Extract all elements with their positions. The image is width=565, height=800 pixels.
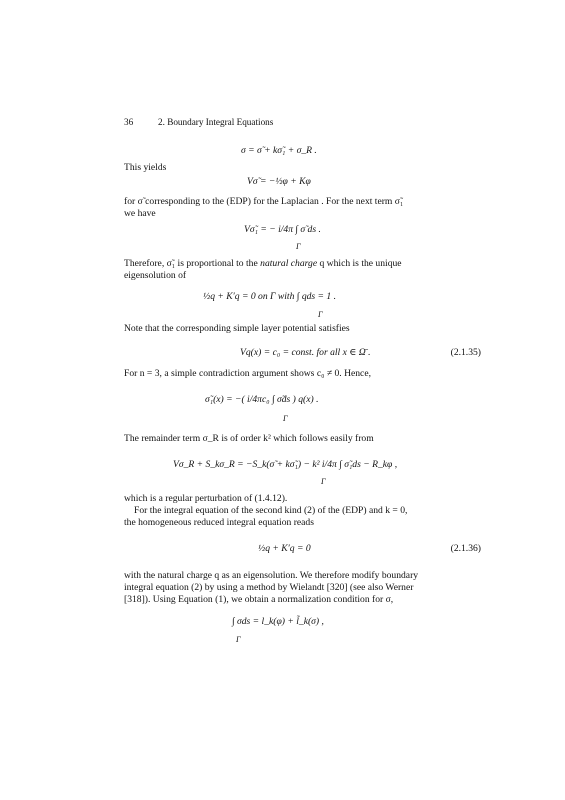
gamma-subscript-3: Γ [283,414,288,423]
paragraph-therefore-line1: Therefore, σ̃₁ is proportional to the natural charge q which is the unique [124,258,402,269]
equation-sigma1-x: σ̃₁(x) = −( i/4πc₀ ∫ σ̃ds ) q(x) . [205,394,319,405]
gamma-subscript-2: Γ [318,310,323,319]
paragraph-regular-perturbation: which is a regular perturbation of (1.4.12). [124,493,288,504]
paragraph-with-line1: with the natural charge q as an eigensolution. We therefore modify boundary [124,570,419,581]
paragraph-integral-line1: For the integral equation of the second kind (2) of the (EDP) and k = 0, [134,505,408,516]
equation-sigma-split: σ = σ̃ + kσ̃₁ + σ_R . [241,145,317,156]
equation-remainder: Vσ_R + S_kσ_R = −S_k(σ̃ + kσ̃₁) − k² i/4π ∫ σ̃₁ds − R_kφ , [173,459,398,470]
equation-2-1-36: ½q + K′q = 0 [258,543,311,554]
equation-normalization: ∫ σds = l_k(φ) + l̃_k(σ) , [232,616,324,627]
paragraph-with-line2: integral equation (2) by using a method by Wielandt [320] (see also Werner [124,582,414,593]
equation-v-sigma-tilde: Vσ̃ = −½φ + Kφ [247,176,311,187]
running-title: 2. Boundary Integral Equations [158,117,274,127]
paragraph-for-sigma-line2: we have [124,208,156,219]
equation-2-1-35: Vq(x) = c₀ = const. for all x ∈ Ω̄ . [240,347,371,358]
paragraph-remainder: The remainder term σ_R is of order k² which follows easily from [124,433,374,444]
natural-charge-term: natural charge [260,258,318,269]
paragraph-note: Note that the corresponding simple layer potential satisfies [124,323,350,334]
gamma-subscript-4: Γ [321,477,326,486]
equation-number-2-1-36: (2.1.36) [450,543,481,554]
paragraph-integral-line2: the homogeneous reduced integral equation reads [124,517,314,528]
equation-eigensolution: ½q + K′q = 0 on Γ with ∫ qds = 1 . [203,291,337,302]
page-number: 36 [124,117,134,127]
gamma-subscript-1: Γ [296,242,301,251]
equation-number-2-1-35: (2.1.35) [450,347,481,358]
paragraph-for-n3: For n = 3, a simple contradiction argument shows c₀ ≠ 0. Hence, [124,368,371,379]
gamma-subscript-5: Γ [236,635,241,644]
paragraph-this-yields: This yields [124,162,167,173]
paragraph-for-sigma-line1: for σ̃ corresponding to the (EDP) for the Laplacian . For the next term σ̃₁ [124,196,404,207]
equation-v-sigma1: Vσ̃₁ = − i/4π ∫ σ̃ ds . [244,224,321,235]
paragraph-with-line3: [318]). Using Equation (1), we obtain a normalization condition for σ, [124,594,394,605]
paragraph-therefore-line2: eigensolution of [124,270,187,281]
